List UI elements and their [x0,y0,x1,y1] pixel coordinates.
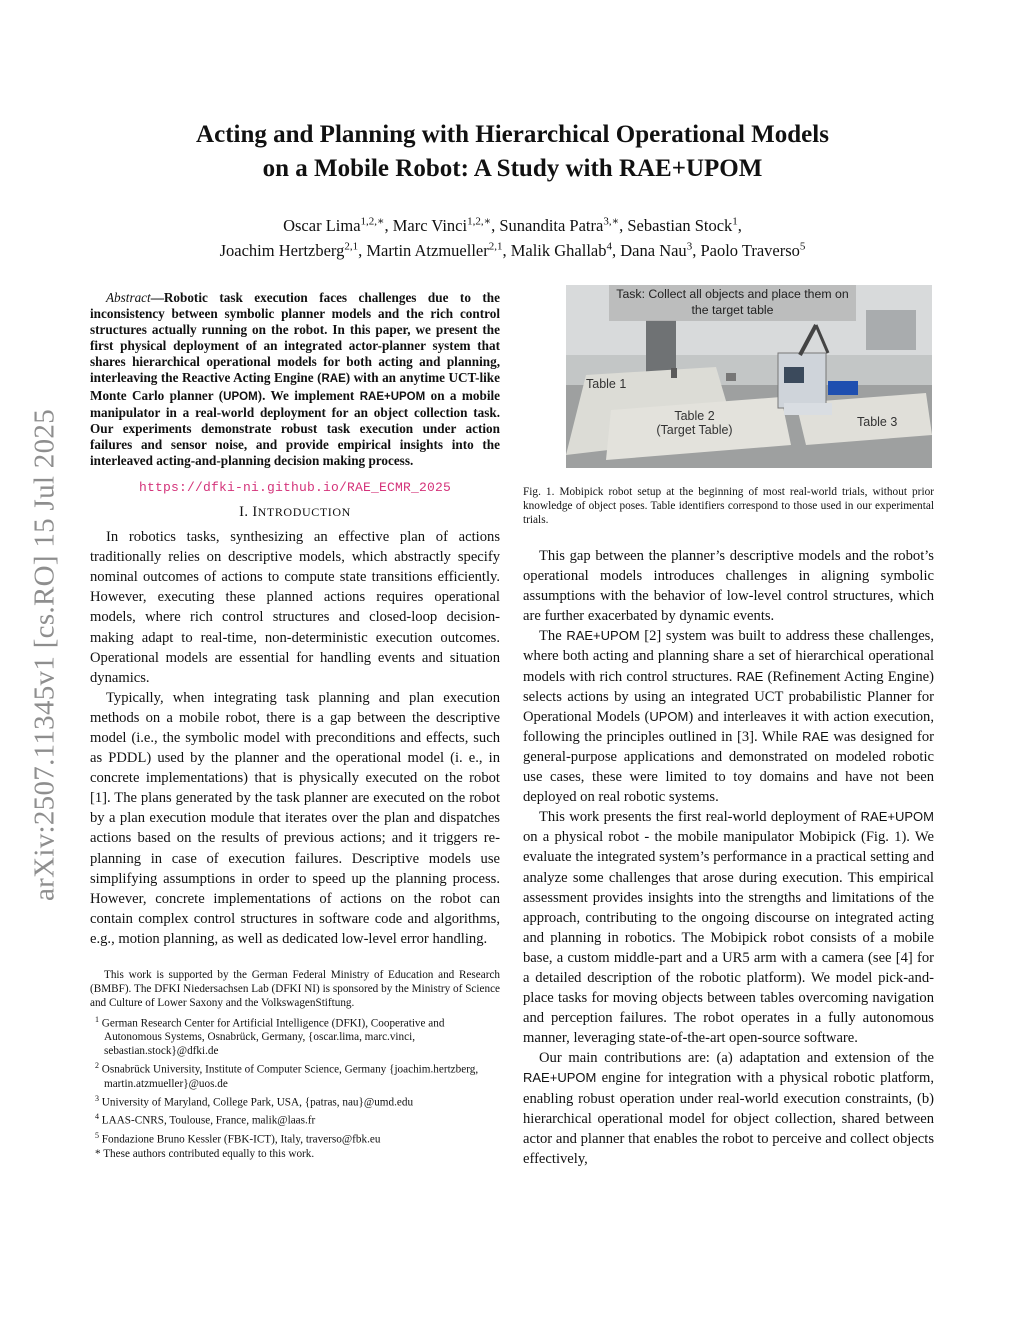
arxiv-sidebar-stamp [22,330,67,980]
figure-caption: Fig. 1. Mobipick robot setup at the beginning of most real-world trials, without prior knowledge of object poses. Table identifiers correspond to those used in our experimental trials. [523,486,934,526]
affiliation-footnote: $^2$ Osnabrück University, Institute of Computer Science, Germany {joachim.hertzberg, martin.atzmueller}@uos.de [95,1061,479,1090]
affiliation-footnote: $^3$ University of Maryland, College Park, USA, {patras, nau}@umd.edu [95,1093,414,1109]
body-paragraph-rae-upom: The RAE+UPOM [2] system was built to address these challenges, where both acting and planning share a set of hierarchical operational models with rich control structures. RAE (Refinement Acting Engine) selects actions by using an integrated UCT probabilistic Planner for Operational Models (UPOM) and interleaves it with action execution, following the principles outlined in [3]. While RAE was designed for general-purpose applications and demonstrated on modeled robotic use cases, these were limited to toy domains and have not been deployed on real robotic systems. [523,628,934,806]
body-paragraph-contributions: Our main contributions are: (a) adaptation and extension of the RAE+UPOM engine for integration with a physical robotic platform, enabling robust operation under real-world execution constraints, (b) hierarchical operational model for object collection, shared between actor and planner that enables the robot to perceive and collect objects effectively, [523,1050,934,1167]
abstract-label: Abstract [106,290,151,305]
paper-title-line-1: Acting and Planning with Hierarchical Operational Models [196,121,829,148]
section-heading-introduction: I. INTRODUCTION [239,504,351,521]
author: Dana Nau$^3$, [620,240,701,260]
project-url-link[interactable]: https://dfki-ni.github.io/RAE_ECMR_2025 [138,480,452,496]
author: Sebastian Stock$^1$, [627,215,742,235]
author: Sunandita Patra$^{3,∗}$, [499,215,628,235]
intro-paragraph-1: In robotics tasks, synthesizing an effective plan of actions traditionally relies on descriptive models, which abstractly specify nominal outcomes of actions to compute state transitions efficiently. However, executing these planned actions requires operational models, where rich control structures and closed-loop decision-making adapt to real-time, non-deterministic execution outcomes. Operational models are essential for handling events and situation dynamics. [90,529,500,686]
table-2-label: Table 2 (Target Table) [656,409,733,437]
table-3-label: Table 3 [857,415,898,429]
affiliation-footnote: $^5$ Fondazione Bruno Kessler (FBK-ICT), Italy, traverso@fbk.eu [95,1131,381,1146]
author: Martin Atzmueller$^{2,1}$, [366,240,511,260]
author: Oscar Lima$^{1,2,∗}$, [283,215,393,235]
author-line-2 [90,234,935,263]
arxiv-identifier: arXiv:2507.11345v1 [cs.RO] 15 Jul 2025 [28,408,60,902]
equal-contribution-note: * These authors contributed equally to this work. [95,1147,315,1160]
task-description-overlay: Task: Collect all objects and place them on the target table [609,285,856,321]
paper-title-line-2: on a Mobile Robot: A Study with RAE+UPOM [262,155,763,182]
author: Malik Ghallab$^4$, [510,240,621,260]
intro-paragraph-2: Typically, when integrating task planning and plan execution methods on a mobile robot, there is a gap between the descriptive model (i.e., the symbolic model with preconditions and effects, such as PDDL) used by the planner and the operational model (i. e., in concrete implementations) that is physically executed on the robot [1]. The plans generated by the task planner are executed on the robot by a plan execution module that iterates over the plan and dispatches actions based on the results of previous actions; and it triggers re-planning in case of execution failures. Descriptive models use simplifying assumptions in order to speed up the planning process. However, concrete implementations of actions on the robot can contain complex control structures in software code and algorithms, e.g., motion planning, as well as dedicated low-level error handling. [90,689,500,947]
funding-note: This work is supported by the German Federal Ministry of Education and Research (BMBF). The DFKI Niedersachsen Lab (DFKI NI) is sponsored by the Ministry of Science and Culture of Lower Saxony and the VolkswagenStiftung. [90,969,500,1009]
body-paragraph-gap: This gap between the planner’s descriptive models and the robot’s operational models introduces challenges in aligning symbolic assumptions with the behavior of low-level control structures, which are further exacerbated by dynamic events. [523,548,934,625]
right-column [523,285,934,1169]
author: Joachim Hertzberg$^{2,1}$, [219,240,367,260]
author: Marc Vinci$^{1,2,∗}$, [392,215,500,235]
abstract: Abstract—Robotic task execution faces challenges due to the inconsistency between symbolic planner models and the rich control structures actually running on the robot. In this paper, we present the first physical deployment of an integrated actor-planner system that shares hierarchical operational models for both acting and planning, interleaving the Reactive Acting Engine (RAE) with an anytime UCT-like Monte Carlo planner (UPOM). We implement RAE+UPOM on a mobile manipulator in a real-world deployment for an object collection task. Our experiments demonstrate robust task execution under action failures and sensor noise, and provide empirical insights into the interleaved acting-and-planning decision making process. [90,290,501,468]
robot-setup-photo [566,285,932,468]
left-column [90,290,500,1162]
footnotes [90,969,500,1162]
right-body-text [523,546,934,1169]
body-paragraph-deployment: This work presents the first real-world deployment of RAE+UPOM on a physical robot - the mobile manipulator Mobipick (Fig. 1). We evaluate the integrated system’s performance in a practical setting and analyze some challenges that arose during execution. This empirical assessment provides insights into the strengths and limitations of the approach, contributing to the ongoing discourse on integrated acting and planning in robotics. The Mobipick robot consists of a mobile base, a custom middle-part and a UR5 arm with a camera (see [4] for a detailed description of the robotic platform). We model pick-and-place tasks for moving objects between tables overcoming navigation and perception failures. The robot operates in a fully autonomous manner, leveraging state-of-the-art open-source software. [523,809,934,1047]
table-1-label: Table 1 [586,377,627,391]
author: Paolo Traverso$^5$ [700,240,806,260]
affiliation-footnote: $^4$ LAAS-CNRS, Toulouse, France, malik@laas.fr [95,1112,316,1128]
affiliation-footnote: $^1$ German Research Center for Artificial Intelligence (DFKI), Cooperative and Autonomous Systems, Osnabrück, Germany, {oscar.lima, marc.vinci, sebastian.stock}@dfki.de [95,1014,445,1058]
